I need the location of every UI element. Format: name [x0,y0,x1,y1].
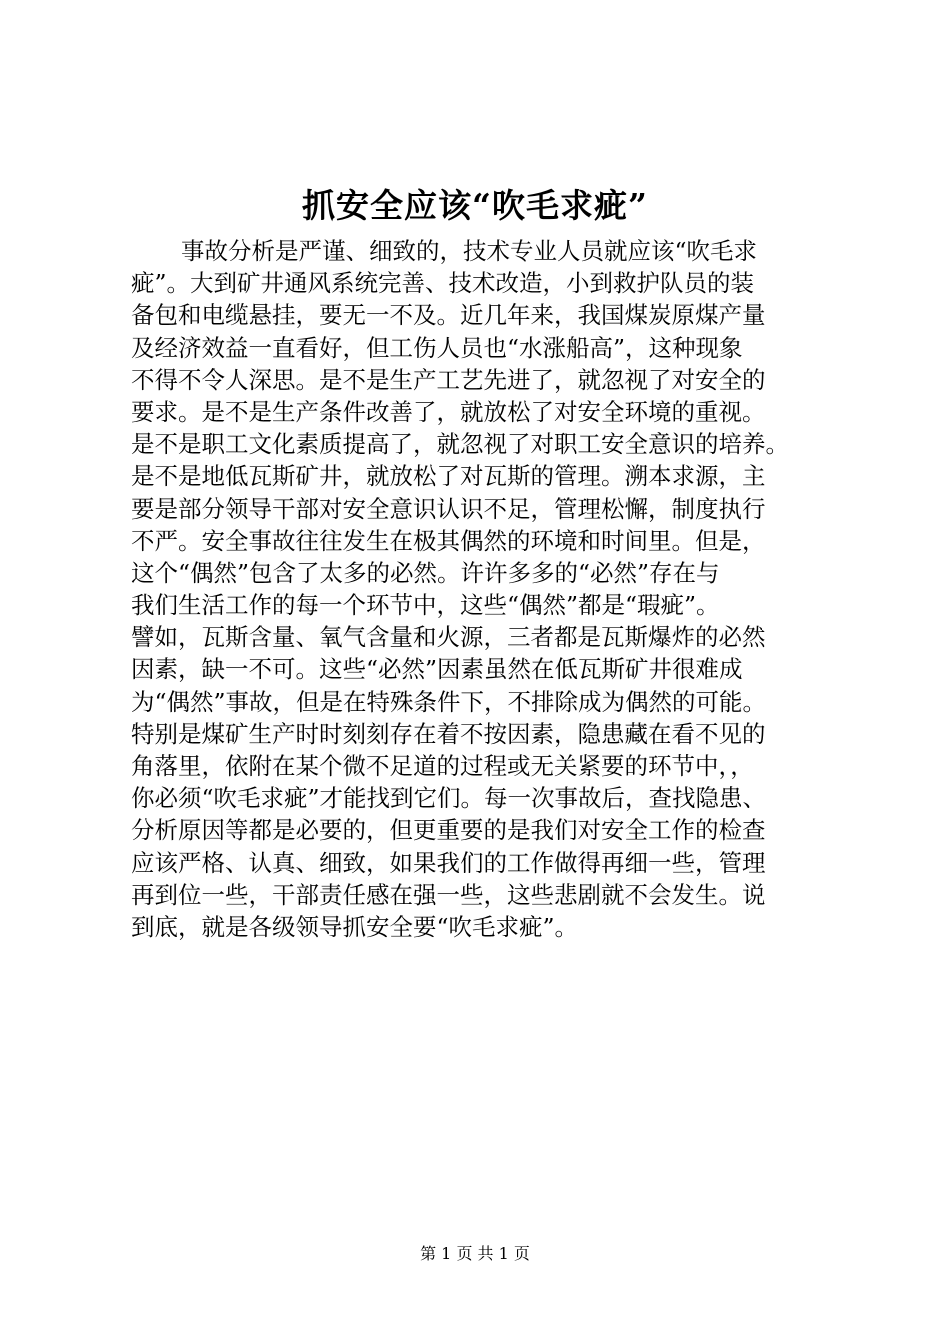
text-line: 应该严格、认真、细致，如果我们的工作做得再细一些，管理 [131,848,766,877]
text-line: 分析原因等都是必要的，但更重要的是我们对安全工作的检查 [131,816,766,845]
text-line: 你必须“吹毛求疵”才能找到它们。每一次事故后，查找隐患、 [131,784,767,813]
text-line: 不严。安全事故往往发生在极其偶然的环境和时间里。但是， [131,526,766,555]
text-line: 这个“偶然”包含了太多的必然。许许多多的“必然”存在与 [131,558,720,587]
text-line: 为“偶然”事故，但是在特殊条件下，不排除成为偶然的可能。 [131,687,767,716]
body-paragraph [131,235,861,943]
text-line: 备包和电缆悬挂，要无一不及。近几年来，我国煤炭原煤产量 [131,301,766,330]
text-line: 特别是煤矿生产时时刻刻存在着不按因素，隐患藏在看不见的 [131,719,766,748]
text-line: 事故分析是严谨、细致的，技术专业人员就应该“吹毛求 [181,237,758,265]
text-line: 譬如，瓦斯含量、氧气含量和火源，三者都是瓦斯爆炸的必然 [131,623,766,652]
text-line: 及经济效益一直看好，但工伤人员也“水涨船高”，这种现象 [131,333,743,362]
text-line: 疵”。大到矿井通风系统完善、技术改造，小到救护队员的装 [131,269,755,298]
document-title: 抓安全应该“吹毛求疵” [302,186,648,225]
text-line: 再到位一些，干部责任感在强一些，这些悲剧就不会发生。说 [131,880,766,909]
text-line: 是不是地低瓦斯矿井，就放松了对瓦斯的管理。溯本求源，主 [131,462,766,491]
text-line: 不得不令人深思。是不是生产工艺先进了，就忽视了对安全的 [131,365,766,394]
text-line: 因素，缺一不可。这些“必然”因素虽然在低瓦斯矿井很难成 [131,655,743,684]
text-line: 是不是职工文化素质提高了，就忽视了对职工安全意识的培养。 [131,430,789,459]
text-line: 要是部分领导干部对安全意识认识不足，管理松懈，制度执行 [131,494,766,523]
text-line: 要求。是不是生产条件改善了，就放松了对安全环境的重视。 [131,397,766,426]
page-number-footer: 第 1 页 共 1 页 [420,1244,530,1263]
text-line: 到底，就是各级领导抓安全要“吹毛求疵”。 [131,912,579,941]
text-line: 角落里，依附在某个微不足道的过程或无关紧要的环节中，， [131,752,754,780]
text-line: 我们生活工作的每一个环节中，这些“偶然”都是“瑕疵”。 [131,591,720,620]
